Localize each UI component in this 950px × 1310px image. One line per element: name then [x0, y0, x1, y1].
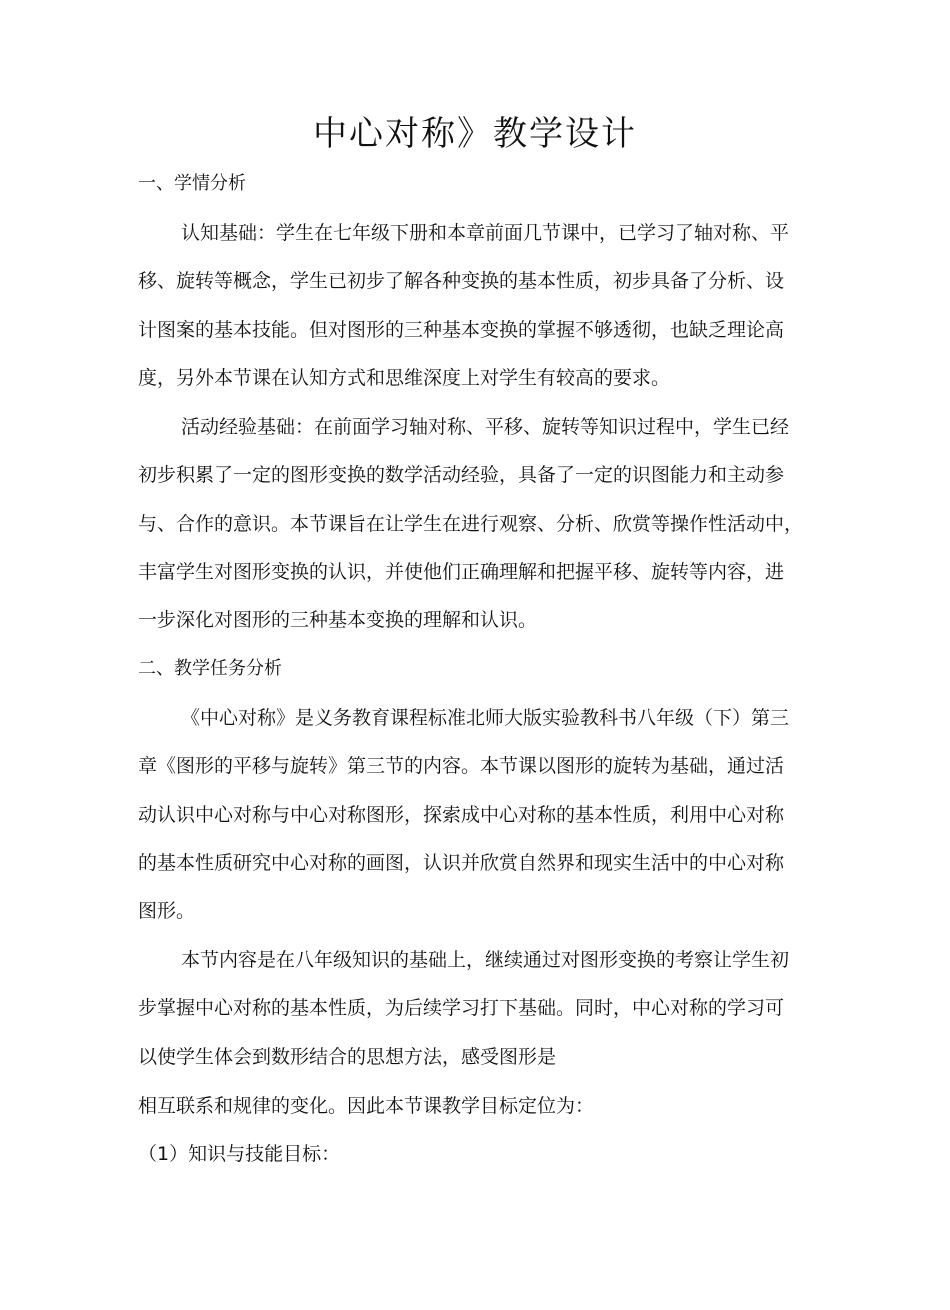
paragraph-line: 步掌握中心对称的基本性质，为后续学习打下基础。同时，中心对称的学习可 [138, 997, 785, 1019]
section-heading-task-analysis: 二、教学任务分析 [138, 658, 282, 679]
paragraph-line: 《中心对称》是义务教育课程标准北师大版实验教科书八年级（下）第三 [181, 707, 790, 729]
paragraph-line: 度，另外本节课在认知方式和思维深度上对学生有较高的要求。 [138, 367, 671, 389]
paragraph-line: 本节内容是在八年级知识的基础上，继续通过对图形变换的考察让学生初 [181, 949, 790, 971]
paragraph-line: 认知基础：学生在七年级下册和本章前面几节课中，已学习了轴对称、平 [181, 222, 790, 244]
paragraph-line: 活动经验基础：在前面学习轴对称、平移、旋转等知识过程中，学生已经 [181, 416, 790, 438]
paragraph-line: 丰富学生对图形变换的认识，并使他们正确理解和把握平移、旋转等内容，进 [138, 561, 785, 583]
paragraph-line: 动认识中心对称与中心对称图形，探索成中心对称的基本性质，利用中心对称 [138, 804, 785, 826]
paragraph-line: 以使学生体会到数形结合的思想方法，感受图形是 [138, 1046, 557, 1068]
paragraph-line: 计图案的基本技能。但对图形的三种基本变换的掌握不够透彻，也缺乏理论高 [138, 319, 785, 341]
paragraph-line: 与、合作的意识。本节课旨在让学生在进行观察、分析、欣赏等操作性活动中， [138, 513, 804, 535]
paragraph-line: 一步深化对图形的三种基本变换的理解和认识。 [138, 609, 538, 631]
paragraph-line: 的基本性质研究中心对称的画图，认识并欣赏自然界和现实生活中的中心对称 [138, 852, 785, 874]
paragraph-line: 相互联系和规律的变化。因此本节课教学目标定位为： [138, 1095, 595, 1117]
objective-heading-knowledge-skills: （1）知识与技能目标： [138, 1143, 341, 1165]
section-heading-learning-analysis: 一、学情分析 [138, 173, 246, 194]
paragraph-line: 章《图形的平移与旋转》第三节的内容。本节课以图形的旋转为基础，通过活 [138, 755, 785, 777]
paragraph-line: 移、旋转等概念，学生已初步了解各种变换的基本性质，初步具备了分析、设 [138, 270, 785, 292]
paragraph-line: 初步积累了一定的图形变换的数学活动经验，具备了一定的识图能力和主动参 [138, 464, 785, 486]
document-title: 中心对称》教学设计 [313, 114, 637, 154]
paragraph-line: 图形。 [138, 900, 196, 922]
